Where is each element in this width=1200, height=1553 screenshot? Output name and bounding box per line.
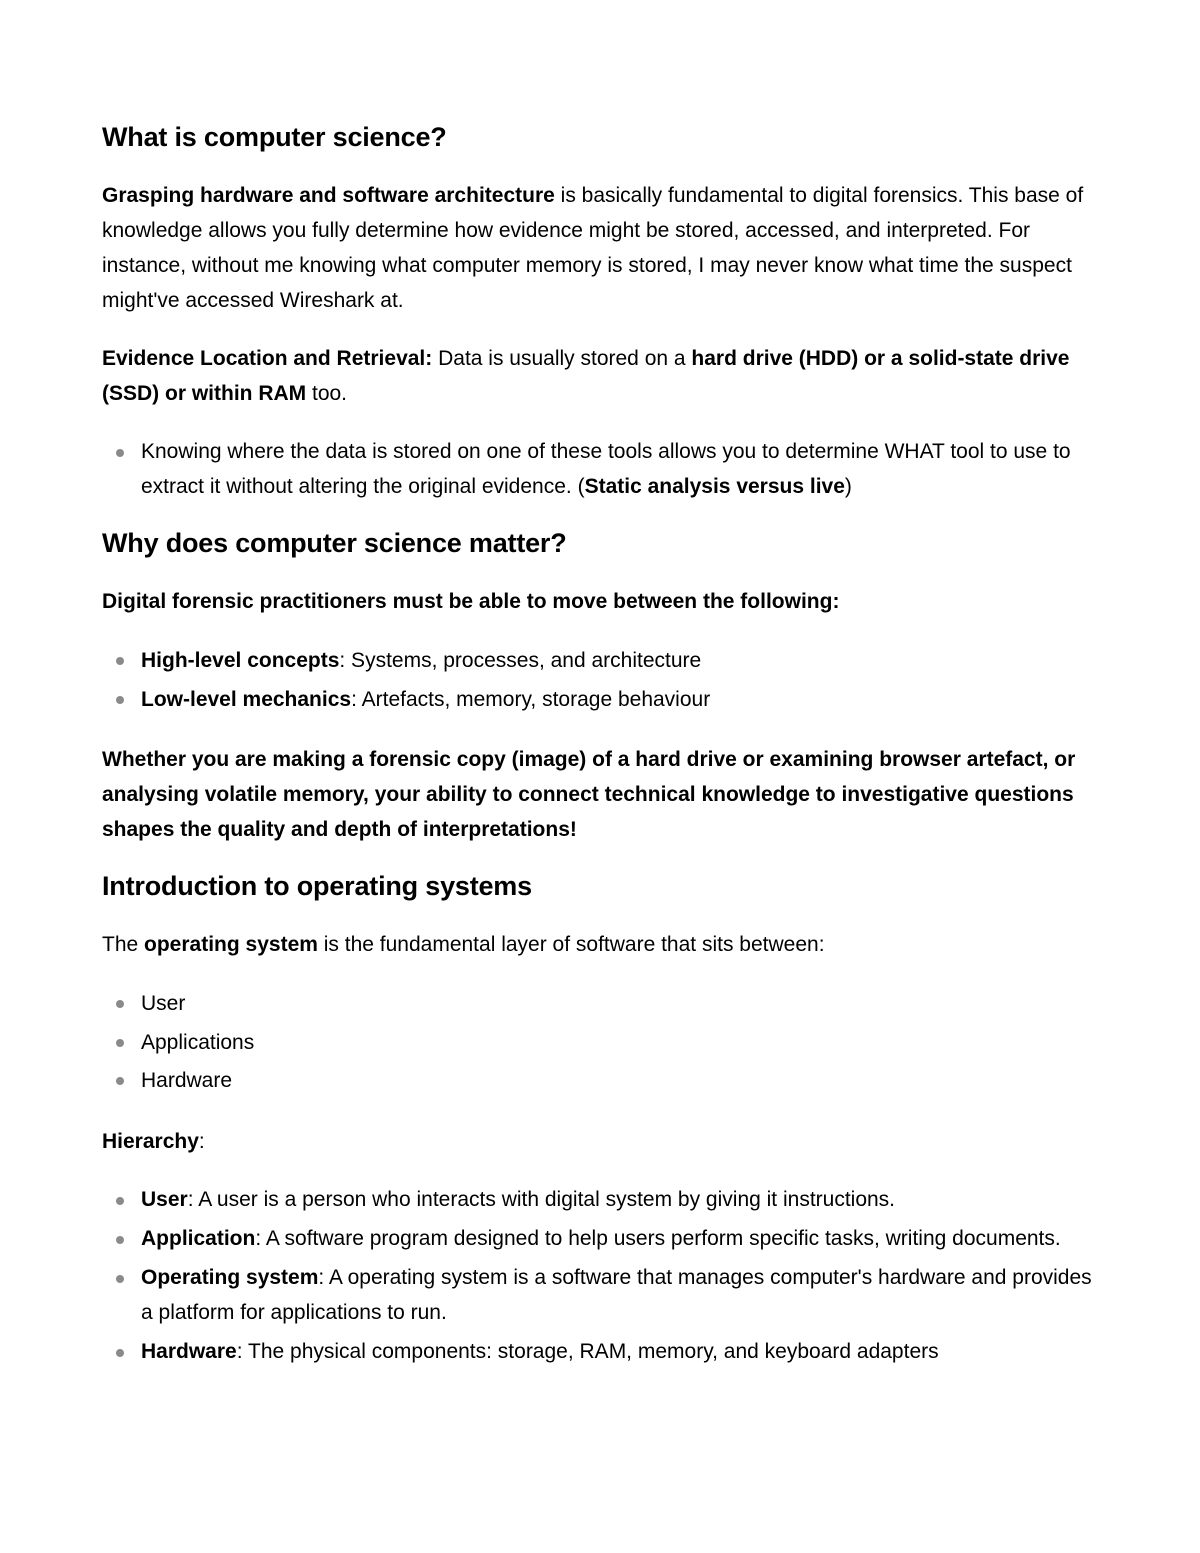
hierarchy-term: Application [141,1226,256,1250]
paragraph-architecture [102,178,1092,318]
hierarchy-label: Hierarchy [102,1129,199,1153]
hierarchy-desc: : A user is a person who interacts with digital system by giving it instructions. [187,1187,896,1211]
os-intro-paragraph [102,927,1092,962]
hierarchy-desc: : A software program designed to help users perform specific tasks, writing documents. [255,1226,1061,1250]
concepts-list [102,642,1092,719]
evidence-location-term: Evidence Location and Retrieval: [102,347,433,370]
hierarchy-colon: : [198,1129,205,1153]
list-item: Applications [102,1024,1092,1063]
conclusion-paragraph: Whether you are making a forensic copy (image) of a hard drive or examining browser artefact, or analysing volatile memory, your ability to connect technical knowledge to investigative questions shapes the quality and depth of interpretations! [102,748,1076,841]
list-item [102,1221,1092,1256]
evidence-bullet-list [102,434,1092,504]
concept-desc: : Artefacts, memory, storage behaviour [351,687,711,711]
os-intro-pre: The [102,933,145,956]
heading-what-is-cs: What is computer science? [102,122,447,152]
list-item [102,681,1092,720]
list-item [102,434,1092,504]
list-item [102,1334,1092,1369]
list-item [102,1260,1092,1330]
concept-term: Low-level mechanics [141,687,352,711]
evidence-location-text-2: too. [306,382,348,405]
evidence-bullet-end: ) [844,475,852,498]
storage-devices-term: hard drive (HDD) or a solid-state drive (SSD) or within RAM [102,347,1070,405]
os-intro-post: is the fundamental layer of software that sits between: [317,933,825,956]
hierarchy-term: Hardware [141,1339,237,1363]
practitioners-intro: Digital forensic practitioners must be able to move between the following: [102,590,840,613]
list-item: Hardware [102,1062,1092,1101]
list-item [102,642,1092,681]
layers-list [102,985,1092,1101]
list-item [102,1182,1092,1217]
evidence-location-text-1: Data is usually stored on a [432,347,692,370]
evidence-bullet-text: Knowing where the data is stored on one of these tools allows you to determine WHAT tool to use to extract it without altering the original evidence. ( [141,440,1071,498]
heading-why-cs-matters: Why does computer science matter? [102,528,567,558]
paragraph-evidence-location [102,341,1092,411]
hierarchy-term: Operating system [141,1265,319,1289]
hierarchy-label-paragraph [102,1124,1092,1159]
architecture-term: Grasping hardware and software architecture [102,184,555,207]
architecture-text: is basically fundamental to digital forensics. This base of knowledge allows you fully determine how evidence might be stored, accessed, and interpreted. For instance, without me knowing what computer memory is stored, I may never know what time the suspect might've accessed Wireshark at. [102,184,1084,312]
heading-intro-os: Introduction to operating systems [102,871,532,901]
hierarchy-term: User [141,1187,188,1211]
concept-desc: : Systems, processes, and architecture [339,649,702,672]
hierarchy-desc: : A operating system is a software that manages computer's hardware and provides a platform for applications to run. [141,1265,1092,1324]
document-page [102,120,1092,1369]
static-analysis-term: Static analysis versus live [584,475,845,498]
hierarchy-list [102,1182,1092,1369]
os-term: operating system [144,933,318,956]
concept-term: High-level concepts [141,649,340,672]
hierarchy-desc: : The physical components: storage, RAM, memory, and keyboard adapters [236,1339,939,1363]
list-item: User [102,985,1092,1024]
